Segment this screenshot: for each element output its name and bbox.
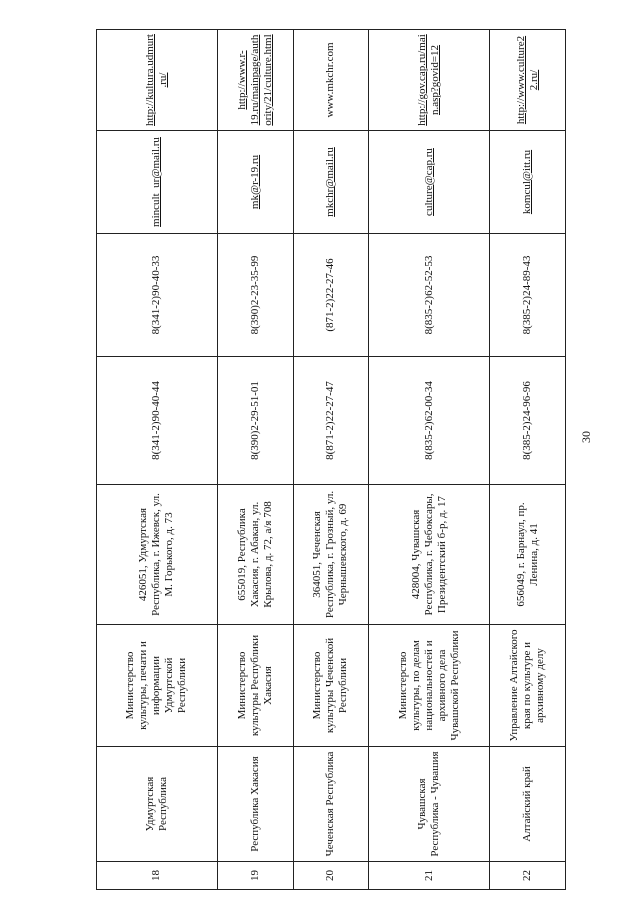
table-row — [293, 30, 369, 890]
phone-cell: 8(835-2)62-00-34 — [369, 357, 490, 485]
website-text[interactable]: www.mkchr.com — [293, 30, 369, 131]
email-link[interactable]: culture@cap.ru — [369, 131, 490, 234]
region-cell: Удмуртская Республика — [97, 747, 218, 862]
table-row — [97, 30, 218, 890]
phone-cell: 8(341-2)90-40-44 — [97, 357, 218, 485]
email-link[interactable]: komcul@itt.ru — [490, 131, 566, 234]
phone-cell: 8(871-2)22-27-47 — [293, 357, 369, 485]
website-link[interactable]: http://www.r-19.ru/mainpage/authority/21/culture.html — [217, 30, 293, 131]
fax-cell: 8(390)2-23-35-99 — [217, 234, 293, 357]
website-link[interactable]: http://www.culture22.ru/ — [490, 30, 566, 131]
organization-cell: Управление Алтайского края по культуре и архивному делу — [490, 625, 566, 747]
email-link[interactable]: mincult_ur@mail.ru — [97, 131, 218, 234]
address-cell: 656049, г. Барнаул, пр. Ленина, д. 41 — [490, 485, 566, 625]
fax-cell: 8(835-2)62-52-53 — [369, 234, 490, 357]
address-cell: 426051, Удмуртская Республика, г. Ижевск, ул. М. Горького, д. 73 — [97, 485, 218, 625]
organization-cell: Министерство культуры Республики Хакасия — [217, 625, 293, 747]
region-cell: Чувашская Республика - Чувашия — [369, 747, 490, 862]
phone-cell: 8(390)2-29-51-01 — [217, 357, 293, 485]
fax-cell: 8(341-2)90-40-33 — [97, 234, 218, 357]
page-number: 30 — [579, 431, 593, 443]
fax-cell: 8(385-2)24-89-43 — [490, 234, 566, 357]
address-cell: 655019, Республика Хакасия, г. Абакан, ул. Крылова, д. 72, а/я 708 — [217, 485, 293, 625]
region-cell: Республика Хакасия — [217, 747, 293, 862]
organization-cell: Министерство культуры, печати и информации Удмуртской Республики — [97, 625, 218, 747]
phone-cell: 8(385-2)24-96-96 — [490, 357, 566, 485]
address-cell: 364051, Чеченская Республика, г. Грозный, ул. Чернышевского, д. 69 — [293, 485, 369, 625]
region-cell: Алтайский край — [490, 747, 566, 862]
culture-ministries-table — [96, 29, 566, 890]
row-number: 22 — [490, 862, 566, 890]
website-link[interactable]: http://kultura.udmurt.ru/ — [97, 30, 218, 131]
region-cell: Чеченская Республика — [293, 747, 369, 862]
email-link[interactable]: mk@r-19.ru — [217, 131, 293, 234]
table-row — [217, 30, 293, 890]
table-row — [369, 30, 490, 890]
row-number: 20 — [293, 862, 369, 890]
address-cell: 428004, Чувашская Республика, г. Чебоксары, Президентский б-р, д. 17 — [369, 485, 490, 625]
fax-cell: (871-2)22-27-46 — [293, 234, 369, 357]
website-link[interactable]: http://gov.cap.ru/main.asp?govid=12 — [369, 30, 490, 131]
email-link[interactable]: mkchr@mail.ru — [293, 131, 369, 234]
organization-cell: Министерство культуры Чеченской Республики — [293, 625, 369, 747]
row-number: 21 — [369, 862, 490, 890]
table-row — [490, 30, 566, 890]
row-number: 18 — [97, 862, 218, 890]
organization-cell: Министерство культуры, по делам национальностей и архивного дела Чувашской Республики — [369, 625, 490, 747]
rotated-table-container — [96, 30, 566, 890]
row-number: 19 — [217, 862, 293, 890]
